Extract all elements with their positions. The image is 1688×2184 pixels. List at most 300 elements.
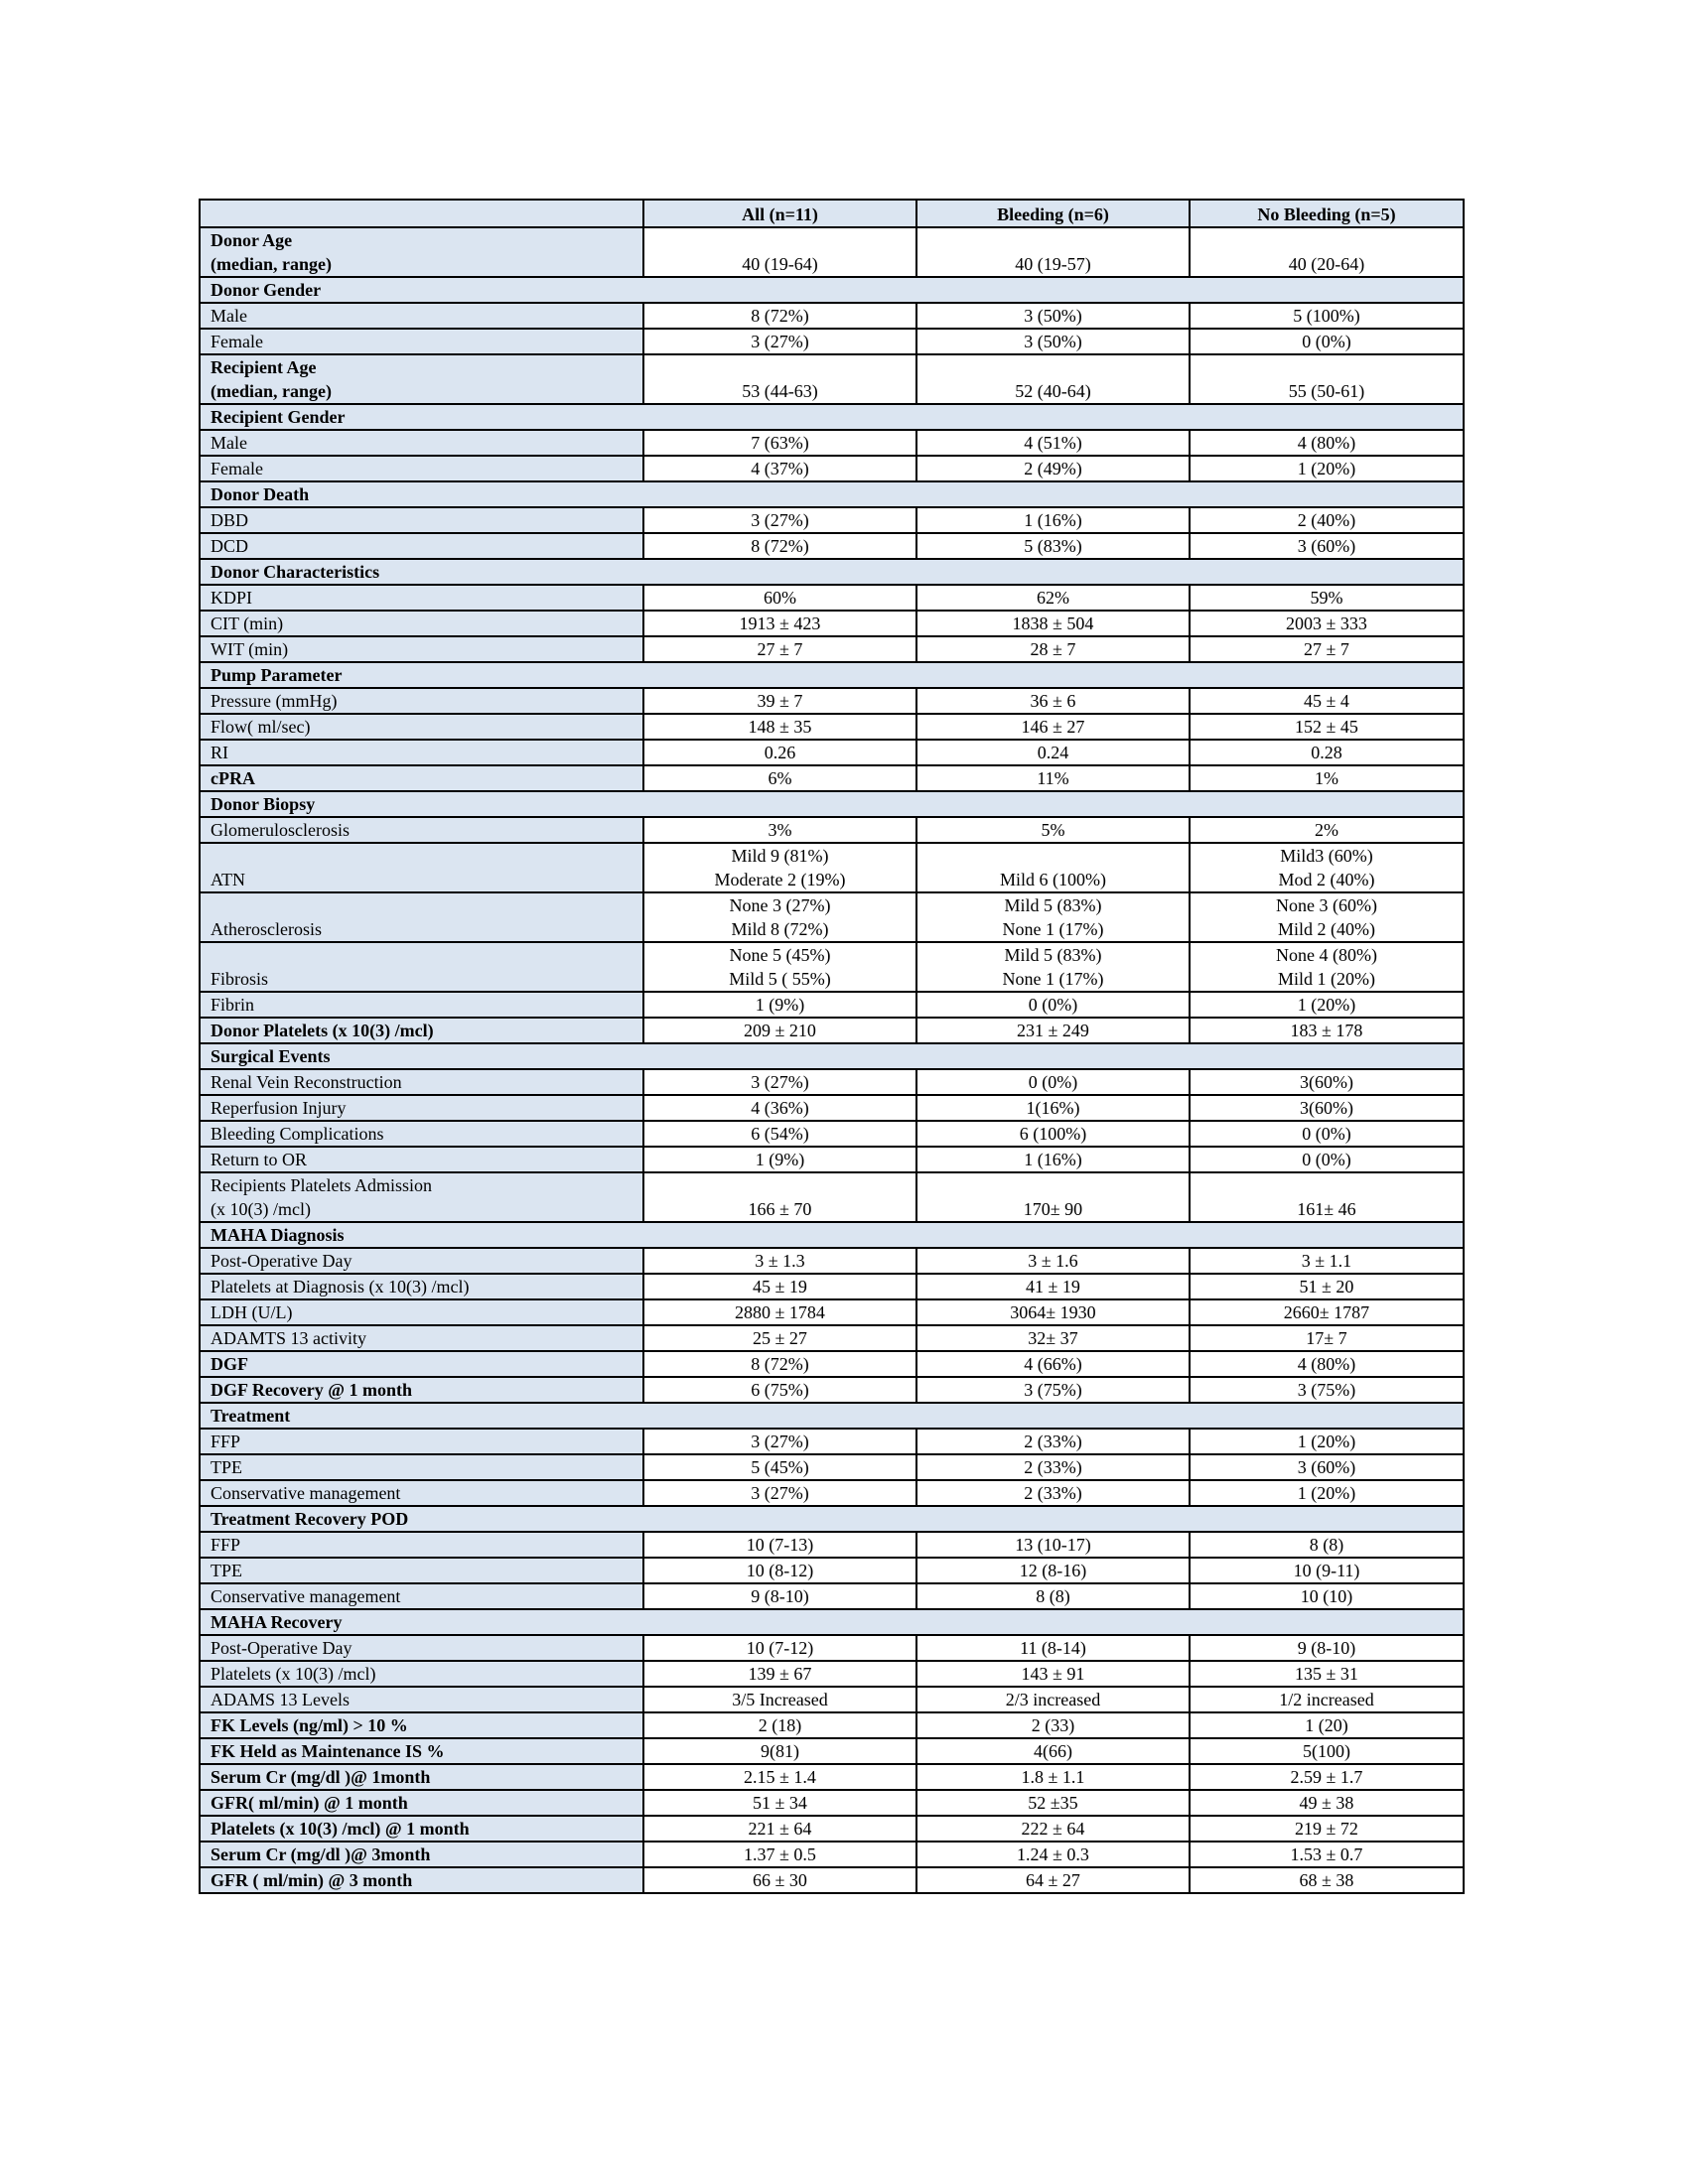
section-header: Pump Parameter [200,662,1464,688]
value-line: Mild 2 (40%) [1278,919,1375,939]
value-cell: 2660± 1787 [1190,1299,1464,1325]
table-row [200,1867,1464,1893]
value-cell: 1 (16%) [916,1147,1190,1172]
row-label-line: FFP [211,1432,241,1451]
value-cell: 4 (80%) [1190,1351,1464,1377]
value-cell: 4 (51%) [916,430,1190,456]
table-row [200,1299,1464,1325]
value-cell: 183 ± 178 [1190,1018,1464,1043]
value-cell: 146 ± 27 [916,714,1190,740]
table-row [200,1325,1464,1351]
row-label-line: Post-Operative Day [211,1638,352,1658]
row-label-line: Platelets (x 10(3) /mcl) @ 1 month [211,1819,470,1839]
value-cell: 10 (7-12) [643,1635,916,1661]
row-label-line: Flow( ml/sec) [211,717,311,737]
section-header: Donor Biopsy [200,791,1464,817]
table-row [200,1712,1464,1738]
table-row [200,456,1464,481]
row-label [200,1842,643,1867]
value-cell: 1913 ± 423 [643,611,916,636]
value-cell: 32± 37 [916,1325,1190,1351]
row-label [200,714,643,740]
value-cell: 0 (0%) [916,1069,1190,1095]
value-cell: 2.15 ± 1.4 [643,1764,916,1790]
value-cell: 49 ± 38 [1190,1790,1464,1816]
value-cell: 10 (10) [1190,1583,1464,1609]
value-cell: 4 (36%) [643,1095,916,1121]
value-cell: 8 (8) [1190,1532,1464,1558]
value-cell: 152 ± 45 [1190,714,1464,740]
value-cell: 1 (20) [1190,1712,1464,1738]
value-cell: 1 (16%) [916,507,1190,533]
table-row [200,430,1464,456]
value-cell: 170± 90 [916,1172,1190,1222]
table-row [200,1635,1464,1661]
table-row [200,1274,1464,1299]
row-label [200,533,643,559]
row-label [200,1121,643,1147]
row-label [200,1790,643,1816]
table-row [200,227,1464,277]
value-cell: 231 ± 249 [916,1018,1190,1043]
value-cell: 1 (9%) [643,992,916,1018]
row-label [200,843,643,892]
row-label-line: ADAMS 13 Levels [211,1690,350,1709]
row-label-line: KDPI [211,588,253,608]
row-label-line: Conservative management [211,1483,401,1503]
row-label-line: TPE [211,1457,243,1477]
value-cell: 36 ± 6 [916,688,1190,714]
section-row [200,1403,1464,1429]
section-row [200,559,1464,585]
table-row [200,1121,1464,1147]
section-row [200,791,1464,817]
value-cell: 9 (8-10) [643,1583,916,1609]
value-cell: 40 (19-64) [643,227,916,277]
value-cell: 10 (9-11) [1190,1558,1464,1583]
value-cell: 0.26 [643,740,916,765]
value-cell: 3 ± 1.1 [1190,1248,1464,1274]
row-label-line: RI [211,743,228,762]
row-label [200,1018,643,1043]
row-label-line: DGF [211,1354,248,1374]
value-cell: 5 (45%) [643,1454,916,1480]
row-label [200,740,643,765]
value-cell: 0 (0%) [916,992,1190,1018]
row-label [200,636,643,662]
row-label [200,430,643,456]
section-row [200,277,1464,303]
value-cell: 3064± 1930 [916,1299,1190,1325]
row-label-line: FK Levels (ng/ml) > 10 % [211,1715,408,1735]
value-cell: 2 (33%) [916,1429,1190,1454]
row-label [200,1351,643,1377]
table-row [200,1738,1464,1764]
value-cell: 10 (8-12) [643,1558,916,1583]
value-cell: 3 (75%) [916,1377,1190,1403]
row-label-line: Fibrosis [211,969,269,989]
value-cell: 3 (27%) [643,1429,916,1454]
value-cell: 1 (9%) [643,1147,916,1172]
row-label [200,1558,643,1583]
value-line: Mild 5 ( 55%) [729,969,831,989]
table-row [200,1095,1464,1121]
header-row [200,200,1464,227]
value-cell: 45 ± 4 [1190,688,1464,714]
value-cell [643,843,916,892]
value-cell: 2/3 increased [916,1687,1190,1712]
value-line: None 1 (17%) [1002,969,1104,989]
value-cell: 0 (0%) [1190,1121,1464,1147]
section-header: Donor Death [200,481,1464,507]
value-cell: 66 ± 30 [643,1867,916,1893]
value-cell: 51 ± 20 [1190,1274,1464,1299]
value-cell: 39 ± 7 [643,688,916,714]
value-cell: 0.24 [916,740,1190,765]
value-cell: 3(60%) [1190,1095,1464,1121]
table-row [200,636,1464,662]
row-label [200,1429,643,1454]
section-header: Recipient Gender [200,404,1464,430]
table-row [200,1816,1464,1842]
section-row [200,1506,1464,1532]
table-row [200,354,1464,404]
value-cell: 135 ± 31 [1190,1661,1464,1687]
value-cell: 28 ± 7 [916,636,1190,662]
row-label [200,1377,643,1403]
row-label-line: (x 10(3) /mcl) [211,1199,311,1219]
value-cell: 5 (83%) [916,533,1190,559]
value-cell: 3 (60%) [1190,1454,1464,1480]
value-cell: 59% [1190,585,1464,611]
row-label [200,585,643,611]
value-cell [916,892,1190,942]
table-row [200,1764,1464,1790]
table-row [200,688,1464,714]
value-cell: 166 ± 70 [643,1172,916,1222]
table-row [200,1480,1464,1506]
row-label-line: Glomerulosclerosis [211,820,350,840]
value-cell: 8 (72%) [643,303,916,329]
table-row [200,533,1464,559]
row-label-line: LDH (U/L) [211,1302,293,1322]
row-label [200,354,643,404]
row-label [200,1095,643,1121]
value-cell: 6 (100%) [916,1121,1190,1147]
value-cell: 219 ± 72 [1190,1816,1464,1842]
section-header: Treatment Recovery POD [200,1506,1464,1532]
row-label [200,1299,643,1325]
value-cell: 53 (44-63) [643,354,916,404]
value-cell: 148 ± 35 [643,714,916,740]
value-line: Mild 9 (81%) [731,846,829,866]
value-cell: 3 (27%) [643,1069,916,1095]
row-label-line: Fibrin [211,995,255,1015]
value-cell: 3(60%) [1190,1069,1464,1095]
table-row [200,1687,1464,1712]
row-label [200,1583,643,1609]
value-cell: 209 ± 210 [643,1018,916,1043]
row-label-line: TPE [211,1561,243,1580]
value-cell: 2 (33%) [916,1480,1190,1506]
value-line: Mild 6 (100%) [1000,870,1106,889]
row-label [200,1661,643,1687]
value-cell: 3 (27%) [643,1480,916,1506]
value-cell: 2 (33%) [916,1454,1190,1480]
value-cell: 1 (20%) [1190,1429,1464,1454]
row-label-line: Bleeding Complications [211,1124,384,1144]
value-cell: 13 (10-17) [916,1532,1190,1558]
row-label-line: FK Held as Maintenance IS % [211,1741,445,1761]
value-cell: 3 (27%) [643,329,916,354]
value-cell: 4(66) [916,1738,1190,1764]
row-label-line: Male [211,433,247,453]
value-cell: 12 (8-16) [916,1558,1190,1583]
row-label [200,992,643,1018]
value-cell [916,942,1190,992]
table-row [200,765,1464,791]
row-label [200,688,643,714]
table-row [200,303,1464,329]
row-label-line: Reperfusion Injury [211,1098,347,1118]
value-cell: 27 ± 7 [643,636,916,662]
table-row [200,1790,1464,1816]
row-label [200,611,643,636]
table-row [200,892,1464,942]
table-row [200,1583,1464,1609]
row-label-line: (median, range) [211,254,332,274]
value-line: Mild3 (60%) [1280,846,1373,866]
section-header: Treatment [200,1403,1464,1429]
row-label [200,1738,643,1764]
row-label [200,1480,643,1506]
value-cell: 2 (18) [643,1712,916,1738]
row-label-line: cPRA [211,768,255,788]
row-label-line: GFR ( ml/min) @ 3 month [211,1870,413,1890]
row-label-line: GFR( ml/min) @ 1 month [211,1793,408,1813]
row-label-line: Donor Age [211,230,293,250]
row-label [200,1069,643,1095]
row-label [200,1454,643,1480]
row-label [200,456,643,481]
value-cell [643,942,916,992]
header-cell: Bleeding (n=6) [916,200,1190,227]
section-row [200,662,1464,688]
value-cell: 1838 ± 504 [916,611,1190,636]
row-label-line: Serum Cr (mg/dl )@ 3month [211,1844,431,1864]
value-cell: 2 (33) [916,1712,1190,1738]
value-cell: 222 ± 64 [916,1816,1190,1842]
table-row [200,1454,1464,1480]
value-cell: 3 (60%) [1190,533,1464,559]
value-cell: 27 ± 7 [1190,636,1464,662]
row-label-line: DGF Recovery @ 1 month [211,1380,413,1400]
section-header: MAHA Recovery [200,1609,1464,1635]
row-label [200,303,643,329]
table-row [200,843,1464,892]
clinical-data-table [199,199,1465,1894]
table-row [200,1558,1464,1583]
header-cell [200,200,643,227]
value-cell: 2003 ± 333 [1190,611,1464,636]
value-cell: 51 ± 34 [643,1790,916,1816]
row-label [200,507,643,533]
value-cell: 0 (0%) [1190,1147,1464,1172]
value-cell: 64 ± 27 [916,1867,1190,1893]
value-line: Mild 1 (20%) [1278,969,1375,989]
value-cell: 25 ± 27 [643,1325,916,1351]
row-label-line: Recipients Platelets Admission [211,1175,432,1195]
table-body [200,227,1464,1893]
value-cell: 9 (8-10) [1190,1635,1464,1661]
value-cell: 0.28 [1190,740,1464,765]
row-label [200,1248,643,1274]
row-label-line: Return to OR [211,1150,307,1169]
value-cell: 1/2 increased [1190,1687,1464,1712]
value-cell: 9(81) [643,1738,916,1764]
value-cell: 62% [916,585,1190,611]
value-cell: 40 (19-57) [916,227,1190,277]
section-header: Donor Gender [200,277,1464,303]
value-line: None 3 (60%) [1276,895,1377,915]
value-cell [916,843,1190,892]
table-row [200,1147,1464,1172]
table-row [200,1532,1464,1558]
value-cell: 4 (37%) [643,456,916,481]
row-label-line: Female [211,332,263,351]
value-cell: 6% [643,765,916,791]
table-row [200,942,1464,992]
value-cell: 143 ± 91 [916,1661,1190,1687]
row-label-line: Conservative management [211,1586,401,1606]
header-cell: No Bleeding (n=5) [1190,200,1464,227]
value-line: None 3 (27%) [729,895,831,915]
table-row [200,1172,1464,1222]
table-row [200,585,1464,611]
value-cell: 3/5 Increased [643,1687,916,1712]
value-cell: 45 ± 19 [643,1274,916,1299]
row-label-line: Atherosclerosis [211,919,322,939]
value-cell: 8 (72%) [643,533,916,559]
value-cell: 4 (66%) [916,1351,1190,1377]
value-cell: 52 ±35 [916,1790,1190,1816]
value-cell: 40 (20-64) [1190,227,1464,277]
value-cell: 1 (20%) [1190,456,1464,481]
table-row [200,740,1464,765]
value-cell: 3% [643,817,916,843]
row-label-line: Pressure (mmHg) [211,691,338,711]
row-label-line: DBD [211,510,249,530]
value-line: Mild 5 (83%) [1004,945,1102,965]
row-label [200,1764,643,1790]
value-cell: 68 ± 38 [1190,1867,1464,1893]
row-label-line: (median, range) [211,381,332,401]
value-cell: 5 (100%) [1190,303,1464,329]
row-label [200,1147,643,1172]
value-cell: 2% [1190,817,1464,843]
row-label-line: Female [211,459,263,478]
value-line [927,844,1179,868]
row-label-line: Platelets at Diagnosis (x 10(3) /mcl) [211,1277,470,1297]
row-label [200,1532,643,1558]
table-row [200,507,1464,533]
row-label-line: ATN [211,870,245,889]
row-label-line: CIT (min) [211,614,284,633]
table-row [200,1429,1464,1454]
value-cell: 8 (72%) [643,1351,916,1377]
table-row [200,1351,1464,1377]
row-label-line: Renal Vein Reconstruction [211,1072,402,1092]
value-cell: 3 ± 1.6 [916,1248,1190,1274]
value-cell: 52 (40-64) [916,354,1190,404]
value-cell: 11% [916,765,1190,791]
section-row [200,481,1464,507]
row-label [200,1712,643,1738]
value-line: Mild 5 (83%) [1004,895,1102,915]
value-line: None 4 (80%) [1276,945,1377,965]
table-row [200,1018,1464,1043]
table-row [200,329,1464,354]
section-header: Surgical Events [200,1043,1464,1069]
value-cell: 7 (63%) [643,430,916,456]
section-row [200,404,1464,430]
row-label [200,227,643,277]
value-cell: 41 ± 19 [916,1274,1190,1299]
table-row [200,1248,1464,1274]
value-line: Mild 8 (72%) [731,919,829,939]
section-row [200,1609,1464,1635]
value-cell: 11 (8-14) [916,1635,1190,1661]
row-label [200,817,643,843]
header-cell: All (n=11) [643,200,916,227]
row-label [200,1867,643,1893]
value-cell: 3 (75%) [1190,1377,1464,1403]
value-cell: 2880 ± 1784 [643,1299,916,1325]
row-label [200,1274,643,1299]
row-label-line: DCD [211,536,249,556]
value-cell [1190,942,1464,992]
row-label-line: Platelets (x 10(3) /mcl) [211,1664,376,1684]
section-header: Donor Characteristics [200,559,1464,585]
table-row [200,817,1464,843]
section-header: MAHA Diagnosis [200,1222,1464,1248]
value-cell: 2 (40%) [1190,507,1464,533]
value-cell: 1.24 ± 0.3 [916,1842,1190,1867]
value-cell: 1.37 ± 0.5 [643,1842,916,1867]
row-label [200,765,643,791]
value-cell: 6 (75%) [643,1377,916,1403]
value-cell: 3 ± 1.3 [643,1248,916,1274]
value-cell [643,892,916,942]
row-label-line: ADAMTS 13 activity [211,1328,366,1348]
value-line: Mod 2 (40%) [1278,870,1375,889]
value-cell: 1 (20%) [1190,1480,1464,1506]
value-cell: 1.8 ± 1.1 [916,1764,1190,1790]
row-label-line: Donor Platelets (x 10(3) /mcl) [211,1021,434,1040]
row-label [200,892,643,942]
value-cell [1190,843,1464,892]
row-label [200,329,643,354]
value-cell: 0 (0%) [1190,329,1464,354]
row-label [200,1816,643,1842]
value-cell: 5(100) [1190,1738,1464,1764]
value-cell: 139 ± 67 [643,1661,916,1687]
row-label-line: Post-Operative Day [211,1251,352,1271]
value-cell: 3 (27%) [643,507,916,533]
value-cell: 1 (20%) [1190,992,1464,1018]
row-label [200,942,643,992]
value-cell: 10 (7-13) [643,1532,916,1558]
